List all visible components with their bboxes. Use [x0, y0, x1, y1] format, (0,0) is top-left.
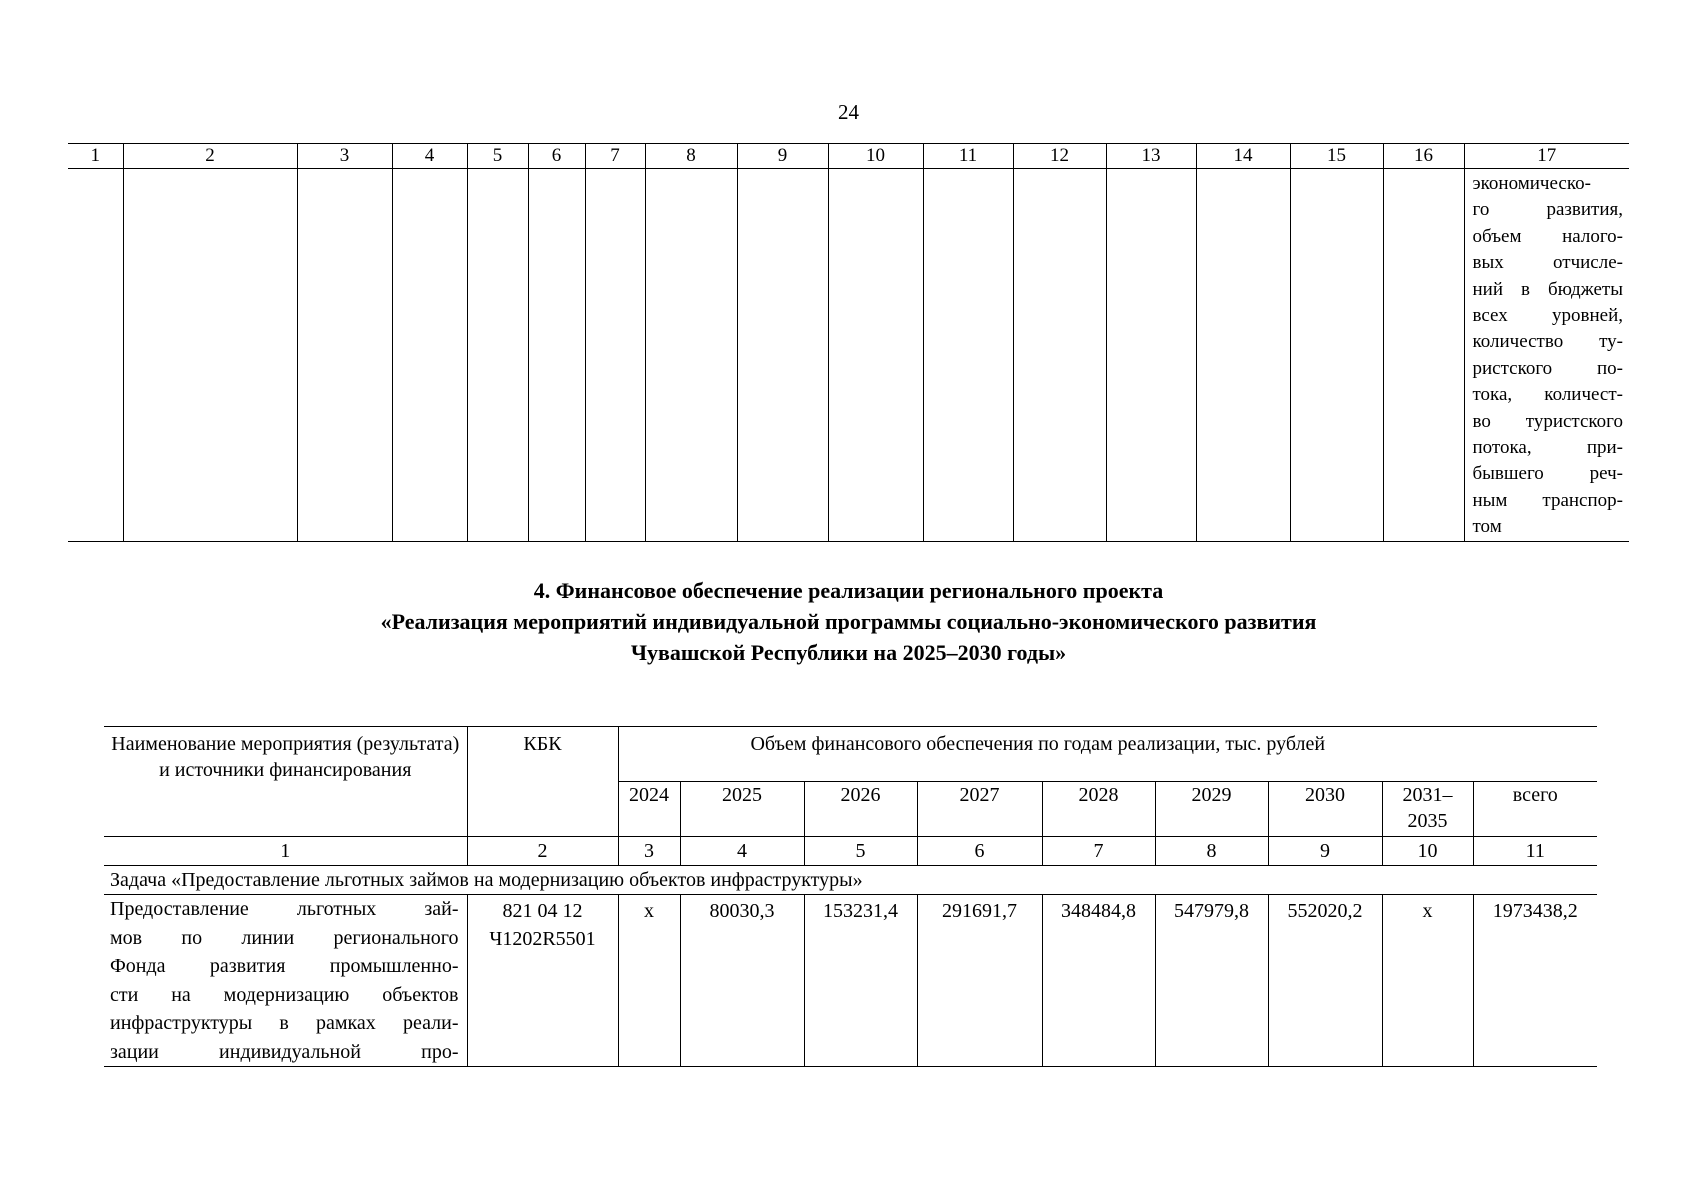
measure-description [104, 895, 467, 1067]
text-line: мов по линии регионального [110, 926, 459, 949]
value-cell: 348484,8 [1042, 895, 1155, 1067]
text-line: всех уровней, [1472, 305, 1623, 327]
column-number: 16 [1383, 144, 1464, 169]
text-line: потока, при- [1472, 437, 1623, 459]
text-line: объем налого- [1472, 225, 1623, 247]
table-row [104, 895, 1597, 1067]
section-title-line: Чувашской Республики на 2025–2030 годы» [630, 640, 1067, 665]
column-number: 8 [645, 144, 737, 169]
table-cell [737, 169, 828, 542]
table-cell [297, 169, 392, 542]
column-number: 5 [804, 837, 917, 866]
column-number: 5 [467, 144, 528, 169]
task-label: Задача «Предоставление льготных займов на модернизацию объектов инфраструктуры» [104, 866, 1597, 895]
text-line: инфраструктуры в рамках реали- [110, 1012, 459, 1034]
column-number: 10 [828, 144, 923, 169]
column-number: 6 [528, 144, 585, 169]
table-cell [1196, 169, 1290, 542]
section-title [0, 575, 1697, 668]
text-line: Фонда развития промышленно- [110, 955, 459, 977]
column-number: 3 [297, 144, 392, 169]
kbk-code-line: 821 04 12 [502, 900, 583, 922]
text-line: Предоставление льготных зай- [110, 898, 459, 920]
text-line: тока, количест- [1472, 384, 1623, 406]
column-number: 10 [1382, 837, 1473, 866]
column-number: 14 [1196, 144, 1290, 169]
value-cell: x [1382, 895, 1473, 1067]
table-cell [1013, 169, 1106, 542]
column-number: 15 [1290, 144, 1383, 169]
continuation-row [68, 169, 1629, 542]
continuation-table [68, 143, 1629, 542]
column-number-row [68, 144, 1629, 169]
value-cell: 153231,4 [804, 895, 917, 1067]
column-number: 3 [618, 837, 680, 866]
text-line: бывшего реч- [1472, 463, 1623, 485]
table-cell [923, 169, 1013, 542]
column-number: 1 [68, 144, 123, 169]
table-cell [1383, 169, 1464, 542]
column-number: 11 [1473, 837, 1597, 866]
year-header: 2025 [680, 782, 804, 837]
column-number: 2 [123, 144, 297, 169]
text-line: том [1472, 516, 1502, 538]
column-number: 17 [1464, 144, 1629, 169]
table-cell [392, 169, 467, 542]
year-header: 2027 [917, 782, 1042, 837]
table-cell [68, 169, 123, 542]
section-title-line: 4. Финансовое обеспечение реализации регионального проекта [533, 578, 1164, 603]
year-header: 2024 [618, 782, 680, 837]
column-number: 12 [1013, 144, 1106, 169]
year-header: 2029 [1155, 782, 1268, 837]
name-column-header: Наименование мероприятия (результата) и источники финансирования [104, 727, 467, 837]
column-number: 2 [467, 837, 618, 866]
column-number: 7 [585, 144, 645, 169]
table-cell [1106, 169, 1196, 542]
column-number: 11 [923, 144, 1013, 169]
section-title-line: «Реализация мероприятий индивидуальной программы социально-экономического развития [380, 609, 1317, 634]
text-line: вых отчисле- [1472, 252, 1623, 274]
table-cell [1290, 169, 1383, 542]
task-row [104, 866, 1597, 895]
volume-column-header: Объем финансового обеспечения по годам реализации, тыс. рублей [618, 727, 1597, 782]
column-number-row [104, 837, 1597, 866]
text-line: сти на модернизацию объектов [110, 983, 459, 1006]
column-number: 9 [737, 144, 828, 169]
value-cell: 552020,2 [1268, 895, 1382, 1067]
column-number: 4 [680, 837, 804, 866]
page-number: 24 [838, 100, 859, 124]
table-cell [645, 169, 737, 542]
year-header: 2030 [1268, 782, 1382, 837]
year-header: 2026 [804, 782, 917, 837]
column-number: 9 [1268, 837, 1382, 866]
text-line: зации индивидуальной про- [110, 1040, 459, 1063]
value-cell: 547979,8 [1155, 895, 1268, 1067]
value-cell: x [618, 895, 680, 1067]
column-number: 13 [1106, 144, 1196, 169]
column-number: 4 [392, 144, 467, 169]
column-number: 6 [917, 837, 1042, 866]
year-header: 2031– 2035 [1382, 782, 1473, 837]
column-number: 8 [1155, 837, 1268, 866]
financing-table [104, 726, 1597, 1067]
text-line: ристского по- [1472, 357, 1623, 379]
header-row [104, 727, 1597, 782]
kbk-code-line: Ч1202R5501 [489, 928, 596, 950]
text-line: ным транспор- [1472, 489, 1623, 511]
column-number: 7 [1042, 837, 1155, 866]
table-cell [828, 169, 923, 542]
text-line: экономическо- [1472, 173, 1591, 194]
text-line: ний в бюджеты [1472, 278, 1623, 300]
total-header: всего [1473, 782, 1597, 837]
kbk-column-header: КБК [467, 727, 618, 837]
column-number: 1 [104, 837, 467, 866]
kbk-cell [467, 895, 618, 1067]
year-header: 2028 [1042, 782, 1155, 837]
total-value-cell: 1973438,2 [1473, 895, 1597, 1067]
value-cell: 291691,7 [917, 895, 1042, 1067]
text-line: количество ту- [1472, 331, 1623, 353]
indicator-text-cell [1464, 169, 1629, 542]
text-line: во туристского [1472, 410, 1623, 432]
text-line: го развития, [1472, 199, 1623, 221]
table-cell [123, 169, 297, 542]
table-cell [528, 169, 585, 542]
table-cell [585, 169, 645, 542]
value-cell: 80030,3 [680, 895, 804, 1067]
table-cell [467, 169, 528, 542]
